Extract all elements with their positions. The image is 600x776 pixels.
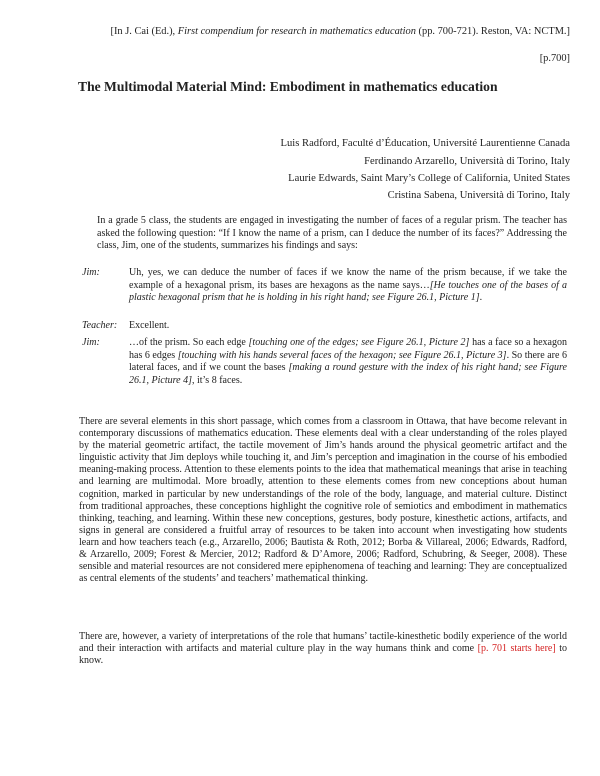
intro-paragraph: In a grade 5 class, the students are engaged in investigating the number of faces of a regular prism. The teacher has asked the following question: “If I know the name of a prism, can I deduce the number of its faces?” Addressing the class, Jim, one of the students, summarizes his findings and says: <box>97 215 567 251</box>
utterance-text: . So there are 6 lateral faces, and if we count the bases <box>129 349 567 373</box>
stage-direction: [touching one of the edges; see Figure 26.1, Picture 2] <box>248 337 470 348</box>
citation-prefix: [In J. Cai (Ed.), <box>110 26 178 37</box>
author-2: Ferdinando Arzarello, Università di Torino, Italy <box>364 156 570 167</box>
author-1: Luis Radford, Faculté d’Éducation, Université Laurentienne Canada <box>280 138 570 149</box>
citation-header <box>111 26 570 37</box>
page-number: [p.700] <box>539 53 570 64</box>
author-4: Cristina Sabena, Università di Torino, Italy <box>387 190 570 201</box>
body-paragraph-2 <box>79 631 567 667</box>
utterance-text: has a face so a hexagon has 6 edges <box>129 337 567 361</box>
paragraph-text: There are, however, a variety of interpretations of the role that humans’ tactile-kinesthetic bodily experience of the world and their interaction with artifacts and material culture play in the way humans think and come <box>79 631 567 655</box>
stage-direction: [making a round gesture with the index of his right hand; see Figure 26.1, Picture 4] <box>129 362 567 386</box>
stage-direction: [touching with his hands several faces of the hexagon; see Figure 26.1, Picture 3] <box>177 349 507 361</box>
author-3: Laurie Edwards, Saint Mary’s College of California, United States <box>288 173 570 184</box>
page-break-marker: [p. 701 starts here] <box>477 643 556 655</box>
speaker-teacher: Teacher: <box>82 320 118 331</box>
utterance-text: , it’s 8 faces. <box>191 374 243 386</box>
paragraph-text: to know. <box>79 643 567 667</box>
utterance-end: . <box>479 292 483 303</box>
utterance-text: …of the prism. So each edge <box>129 337 249 348</box>
utterance-teacher: Excellent. <box>129 320 170 331</box>
body-paragraph-1: There are several elements in this short passage, which comes from a classroom in Ottawa, that have become relevant in contemporary discussions of mathematics education. These elements deal with a clear understanding of the roles played by the material geometric artifact, the tactile movement of Jim’s hands around the physical geometric artifact and the linguistic activity that Jim deploys while touching it, and Jim’s perception and imagination in the course of his embodied meaning-making process. Attention to these elements points to the idea that mathematical meanings that arise in teaching and learning are multimodal. More broadly, attention to these elements comes from new conceptions about human cognition, marked in particular by new understandings of the role of the body, language, and material culture. Distinct from traditional approaches, these conceptions highlight the cognitive role of semiotics and embodiment in mathematics thinking, teaching, and learning. Within these new conceptions, gestures, body posture, kinesthetic actions, artifacts, and signs in general are considered a fruitful array of resources to be taken into account when investigating how students learn and how teachers teach (e.g., Arzarello, 2006; Bautista & Roth, 2012; Borba & Villareal, 2006; Edwards, Radford, & Arzarello, 2009; Forest & Mercier, 2012; Radford & D’Amore, 2006; Radford, Schubring, & Seeger, 2008). These sensible and material resources are not considered mere epiphenomena of teaching and learning: They are conceptualized as central elements of the students’ and teachers’ mathematical thinking. <box>79 416 567 585</box>
utterance-jim-2 <box>129 337 567 387</box>
paper-title: The Multimodal Material Mind: Embodiment in mathematics education <box>78 79 498 94</box>
utterance-jim-1 <box>129 267 567 305</box>
stage-direction: [He touches one of the bases of a plastic hexagonal prism that he is holding in his right hand; see Figure 26.1, Picture 1] <box>129 279 567 303</box>
speaker-jim: Jim: <box>82 267 100 278</box>
speaker-jim: Jim: <box>82 337 100 348</box>
citation-book-title: First compendium for research in mathematics education <box>177 26 416 37</box>
utterance-text: Uh, yes, we can deduce the number of faces if we know the name of the prism because, if we take the example of a hexagonal prism, its bases are hexagons as the name says… <box>129 267 567 291</box>
citation-suffix: (pp. 700-721). Reston, VA: NCTM.] <box>415 26 570 37</box>
